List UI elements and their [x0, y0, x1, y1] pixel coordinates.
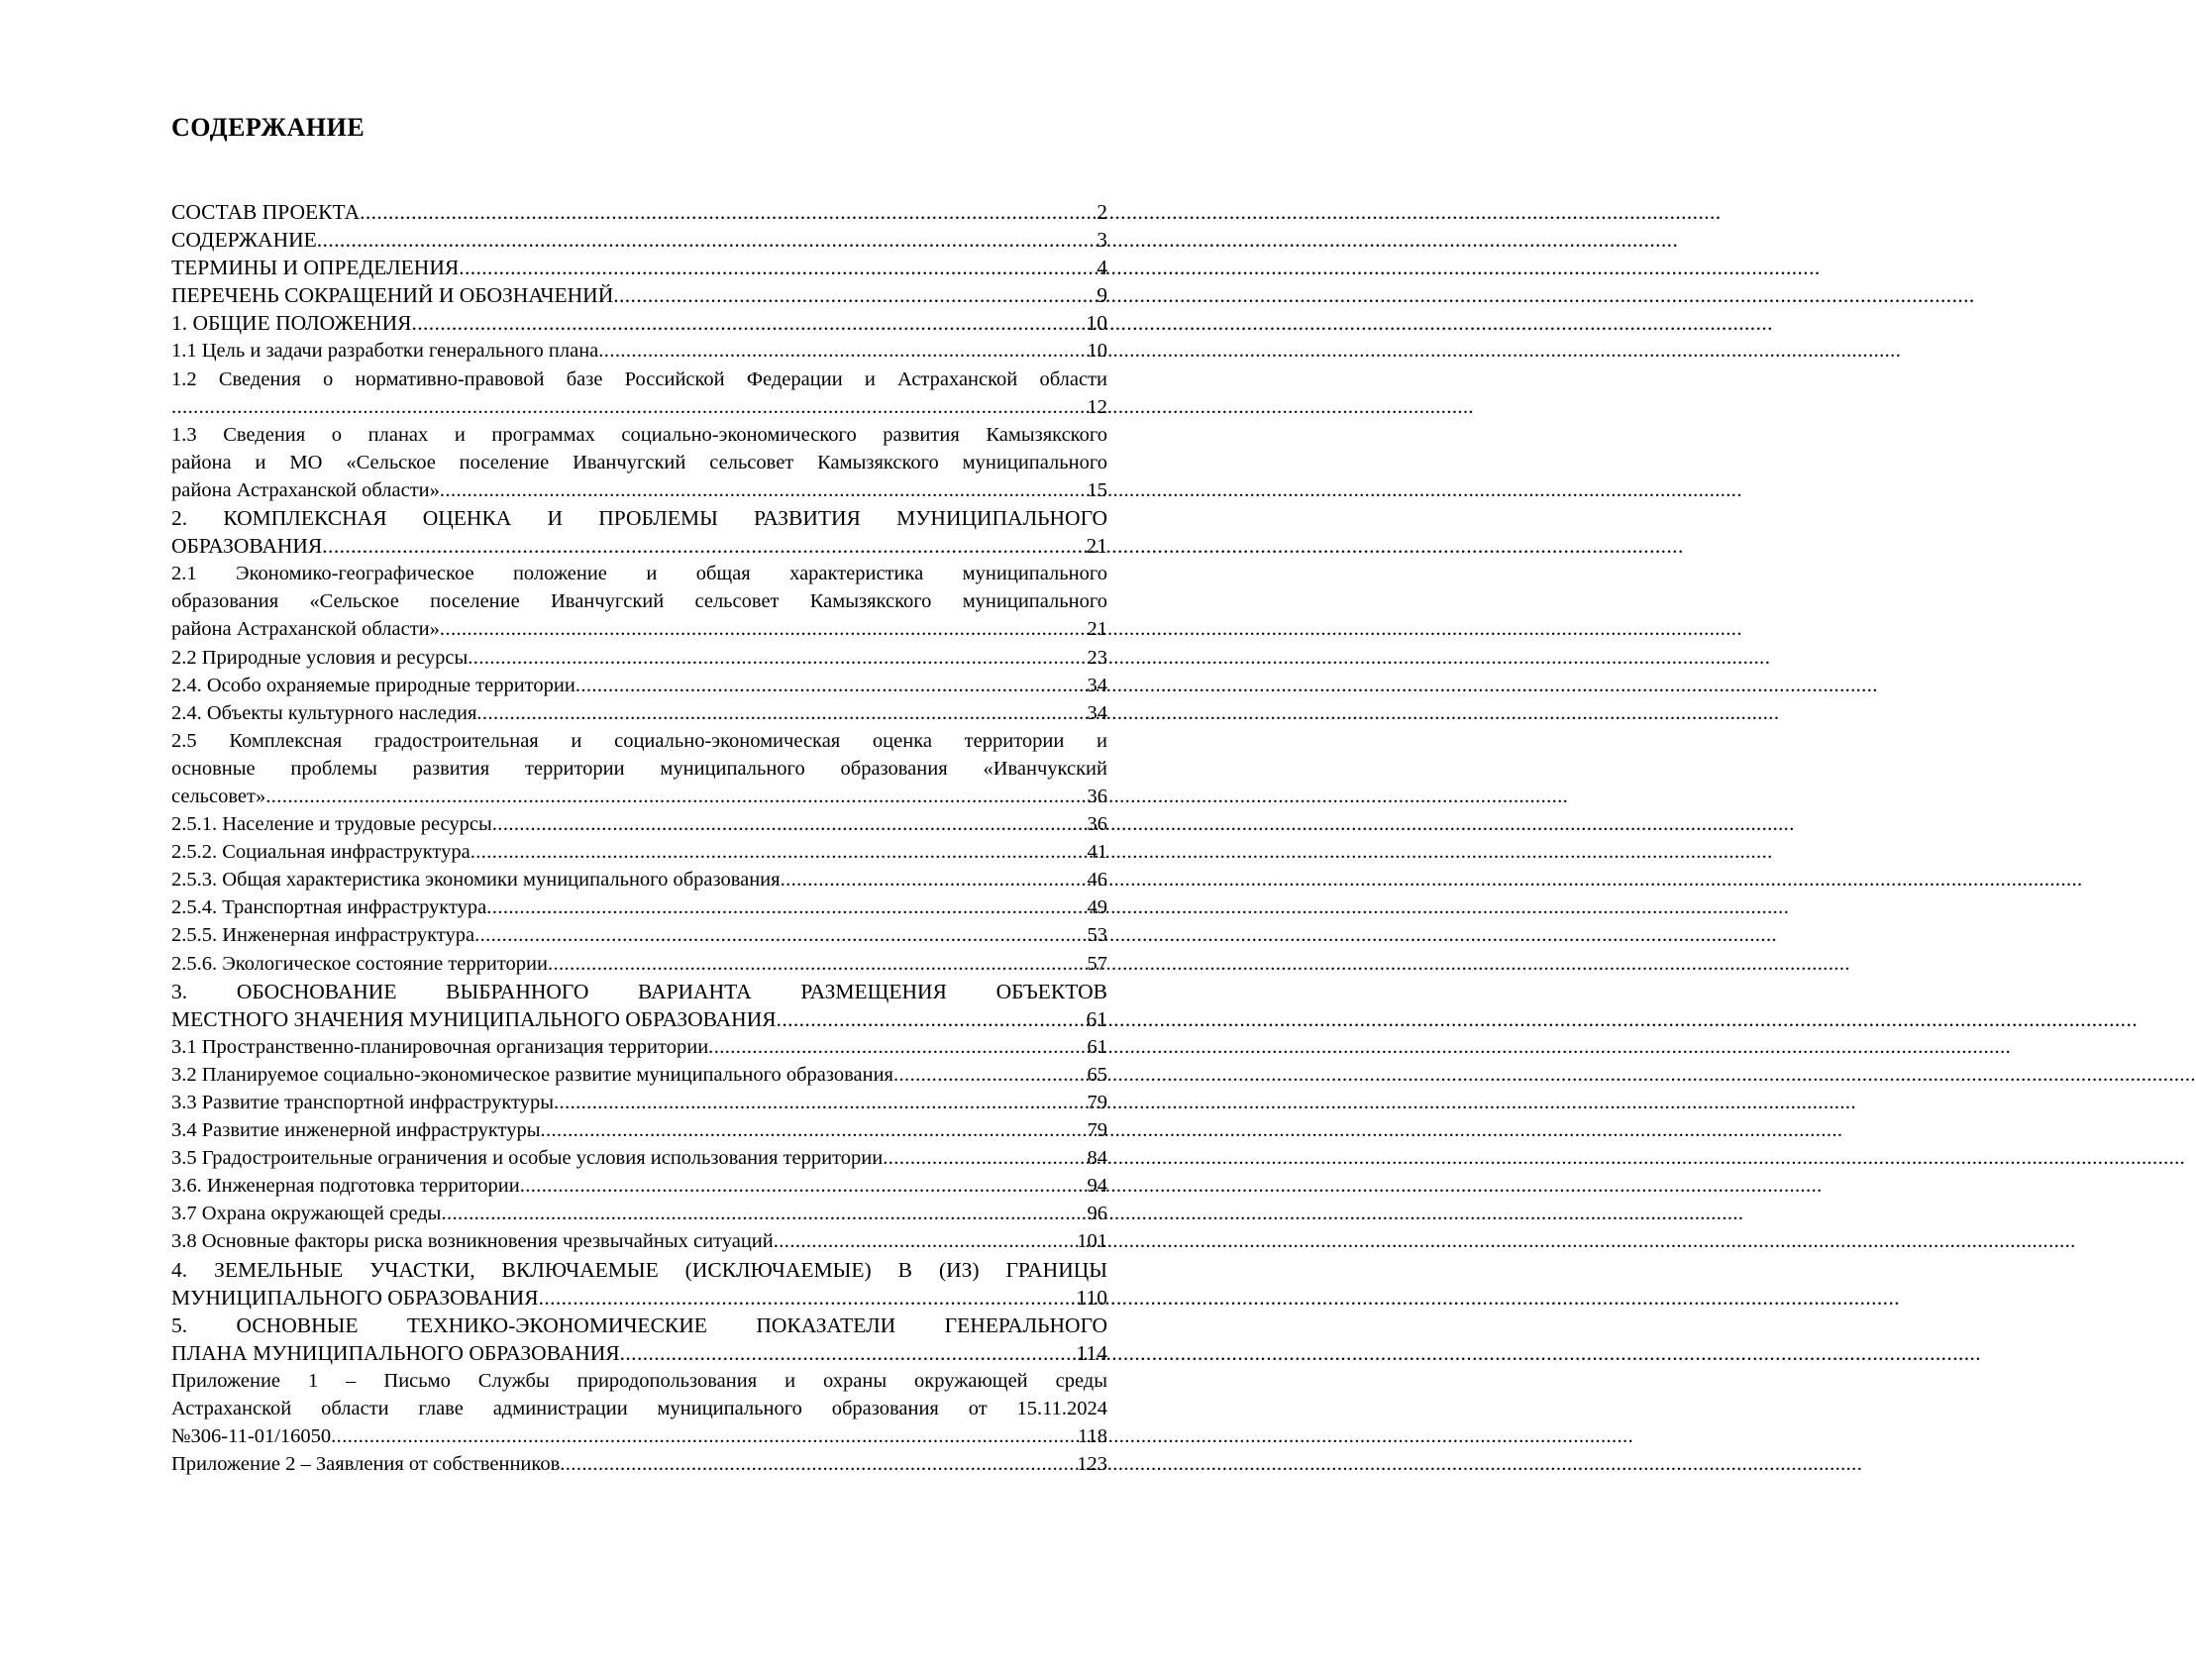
toc-entry[interactable] [171, 1033, 1107, 1061]
toc-entry[interactable] [171, 699, 1107, 727]
toc-dot-leader [265, 783, 1087, 810]
toc-entry-final-line [171, 1116, 1107, 1144]
toc-page-number: 110 [1076, 1285, 1107, 1310]
toc-entry-title: ПЛАНА МУНИЦИПАЛЬНОГО ОБРАЗОВАНИЯ [171, 1340, 620, 1365]
toc-entry-title: 2.4. Объекты культурного наследия [171, 701, 477, 724]
toc-entry-final-line [171, 921, 1107, 949]
toc-entry-final-line [171, 644, 1107, 672]
toc-entry-final-line [171, 1200, 1107, 1227]
toc-entry-title: СОСТАВ ПРОЕКТА [171, 200, 361, 224]
toc-dot-leader [411, 309, 1086, 337]
toc-entry[interactable] [171, 226, 1107, 254]
toc-page-number: 34 [1087, 674, 1107, 696]
toc-dot-leader [539, 1284, 1077, 1312]
toc-entry-title: 3.4 Развитие инженерной инфраструктуры [171, 1119, 541, 1142]
toc-entry[interactable] [171, 810, 1107, 838]
toc-entry-title: 1. ОБЩИЕ ПОЛОЖЕНИЯ [171, 311, 412, 336]
toc-entry-final-line [171, 393, 1107, 421]
toc-entry-title: 3.1 Пространственно-планировочная организация территории [171, 1035, 709, 1058]
toc-entry[interactable] [171, 921, 1107, 949]
toc-page-number: 49 [1087, 896, 1107, 919]
toc-page-number: 79 [1087, 1092, 1107, 1113]
toc-entry-title: 3.2 Планируемое социально-экономическое развитие муниципального образования [171, 1063, 893, 1086]
toc-dot-leader [893, 1061, 1088, 1089]
toc-entry-title: №306-11-01/16050 [171, 1425, 332, 1448]
toc-entry[interactable] [171, 254, 1107, 281]
toc-entry-text-line: Астраханской области главе администрации муниципального образования от 15.11.2024 [171, 1398, 1107, 1420]
toc-dot-leader [708, 1033, 1087, 1061]
toc-page-number: 114 [1076, 1340, 1107, 1365]
toc-dot-leader [777, 1005, 1087, 1033]
toc-entry[interactable] [171, 1172, 1107, 1200]
toc-entry-final-line [171, 950, 1107, 978]
toc-page-number: 10 [1086, 311, 1107, 336]
toc-entry[interactable] [171, 421, 1107, 504]
toc-entry-final-line [171, 893, 1107, 921]
toc-page-number: 84 [1087, 1147, 1107, 1170]
toc-entry[interactable] [171, 838, 1107, 866]
toc-entry-title: 3.6. Инженерная подготовка территории [171, 1175, 520, 1198]
toc-page-number: 61 [1086, 1006, 1107, 1031]
toc-page-number: 15 [1087, 478, 1107, 501]
toc-page-number: 34 [1087, 701, 1107, 724]
toc-entry-final-line [171, 198, 1107, 226]
toc-page-number: 2 [1097, 200, 1107, 224]
toc-entry[interactable] [171, 1089, 1107, 1116]
toc-entry-final-line [171, 866, 1107, 893]
toc-dot-leader [613, 281, 1097, 309]
toc-entry-text-line: 1.2 Сведения о нормативно-правовой базе Российской Федерации и Астраханской области [171, 368, 1107, 390]
toc-entry-title: СОДЕРЖАНИЕ [171, 228, 317, 253]
toc-dot-leader [554, 1089, 1087, 1116]
toc-entry[interactable] [171, 1061, 1107, 1089]
toc-page-number: 21 [1086, 534, 1107, 559]
toc-dot-leader [620, 1339, 1077, 1367]
toc-dot-leader [781, 866, 1088, 893]
toc-entry-title: 2.5.5. Инженерная инфраструктура [171, 924, 475, 947]
toc-page-number: 96 [1087, 1203, 1107, 1225]
toc-dot-leader [476, 699, 1087, 727]
toc-entry[interactable] [171, 644, 1107, 672]
toc-page-number: 36 [1087, 785, 1107, 807]
toc-dot-leader [471, 838, 1088, 866]
toc-page-number: 57 [1087, 952, 1107, 975]
toc-page-number: 21 [1087, 618, 1107, 641]
toc-dot-leader [322, 532, 1086, 560]
toc-entry-final-line [171, 810, 1107, 838]
toc-entry-final-line [171, 672, 1107, 699]
toc-entry-final-line [171, 254, 1107, 281]
toc-page-number: 123 [1077, 1453, 1107, 1476]
toc-entry[interactable] [171, 198, 1107, 226]
toc-page-number: 12 [1087, 395, 1107, 418]
toc-entry-final-line [171, 309, 1107, 337]
toc-entry[interactable] [171, 1144, 1107, 1172]
toc-entry-text-line: 3. ОБОСНОВАНИЕ ВЫБРАННОГО ВАРИАНТА РАЗМЕЩЕНИЯ ОБЪЕКТОВ [171, 979, 1107, 1003]
toc-entry-title: 2.5.4. Транспортная инфраструктура [171, 896, 487, 919]
toc-entry[interactable] [171, 337, 1107, 365]
toc-entry-title: 2.5.1. Население и трудовые ресурсы [171, 813, 492, 836]
toc-entry-text-line: 5. ОСНОВНЫЕ ТЕХНИКО-ЭКОНОМИЧЕСКИЕ ПОКАЗАТЕЛИ ГЕНЕРАЛЬНОГО [171, 1312, 1107, 1337]
toc-dot-leader [520, 1172, 1088, 1200]
toc-dot-leader [468, 644, 1087, 672]
toc-entry-title: района Астраханской области» [171, 478, 440, 501]
toc-entry-text-line: основные проблемы развития территории муниципального образования «Иванчукский [171, 757, 1107, 780]
toc-entry-final-line [171, 1172, 1107, 1200]
toc-entry-title: 2.5.3. Общая характеристика экономики муниципального образования [171, 869, 781, 892]
toc-dot-leader [331, 1422, 1078, 1450]
toc-page-number: 61 [1087, 1035, 1107, 1058]
toc-page-number: 23 [1087, 646, 1107, 669]
toc-entry-final-line [171, 476, 1107, 504]
toc-dot-leader [360, 198, 1097, 226]
toc-entry-title: 1.1 Цель и задачи разработки генерального плана [171, 340, 599, 363]
toc-entry[interactable] [171, 1200, 1107, 1227]
toc-entry-final-line [171, 532, 1107, 560]
toc-entry-title: 2.5.6. Экологическое состояние территории [171, 952, 548, 975]
toc-entry[interactable] [171, 1227, 1107, 1255]
toc-entry-title: ОБРАЗОВАНИЯ [171, 534, 323, 559]
toc-entry-title: МУНИЦИПАЛЬНОГО ОБРАЗОВАНИЯ [171, 1285, 539, 1310]
toc-entry[interactable] [171, 950, 1107, 978]
toc-dot-leader [459, 254, 1097, 281]
toc-page-number: 36 [1087, 813, 1107, 836]
toc-dot-leader [440, 615, 1088, 643]
toc-page-number: 41 [1087, 841, 1107, 864]
toc-entry-title: МЕСТНОГО ЗНАЧЕНИЯ МУНИЦИПАЛЬНОГО ОБРАЗОВАНИЯ [171, 1006, 777, 1031]
toc-entry-title: ТЕРМИНЫ И ОПРЕДЕЛЕНИЯ [171, 256, 460, 280]
toc-entry-final-line [171, 699, 1107, 727]
toc-page-number: 4 [1097, 256, 1107, 280]
toc-entry-text-line: района и МО «Сельское поселение Иванчугский сельсовет Камызякского муниципального [171, 451, 1107, 473]
toc-entry-text-line: образования «Сельское поселение Иванчугский сельсовет Камызякского муниципального [171, 590, 1107, 613]
toc-entry-final-line [171, 1339, 1107, 1367]
toc-entry-final-line [171, 1089, 1107, 1116]
toc-entry-final-line [171, 838, 1107, 866]
toc-dot-leader [540, 1116, 1087, 1144]
toc-entry-final-line [171, 615, 1107, 643]
toc-entry-title: Приложение 2 – Заявления от собственников [171, 1453, 561, 1476]
toc-entry[interactable] [171, 366, 1107, 421]
toc-dot-leader [171, 393, 1088, 421]
toc-entry-text-line: 2.5 Комплексная градостроительная и социально-экономическая оценка территории и [171, 729, 1107, 752]
toc-entry-final-line [171, 1033, 1107, 1061]
toc-dot-leader [560, 1450, 1077, 1478]
toc-dot-leader [440, 476, 1088, 504]
toc-entry-final-line [171, 1227, 1107, 1255]
toc-entry-final-line [171, 1005, 1107, 1033]
toc-entry[interactable] [171, 309, 1107, 337]
toc-entry-text-line: 4. ЗЕМЕЛЬНЫЕ УЧАСТКИ, ВКЛЮЧАЕМЫЕ (ИСКЛЮЧАЕМЫЕ) В (ИЗ) ГРАНИЦЫ [171, 1257, 1107, 1282]
toc-dot-leader [575, 672, 1088, 699]
toc-entry[interactable] [171, 1256, 1107, 1312]
toc-entry-title: 2.2 Природные условия и ресурсы [171, 646, 469, 669]
toc-dot-leader [492, 810, 1088, 838]
toc-page-number: 9 [1097, 283, 1107, 308]
toc-entry-final-line [171, 1144, 1107, 1172]
toc-page-number: 46 [1087, 869, 1107, 892]
toc-page-number: 94 [1087, 1175, 1107, 1198]
toc-entry-final-line [171, 1422, 1107, 1450]
toc-entry-title: 3.8 Основные факторы риска возникновения чрезвычайных ситуаций [171, 1230, 774, 1253]
toc-entry[interactable] [171, 1312, 1107, 1367]
toc-dot-leader [317, 226, 1097, 254]
toc-entry-final-line [171, 1450, 1107, 1478]
toc-entry-title: сельсовет» [171, 785, 266, 807]
toc-page-number: 3 [1097, 228, 1107, 253]
toc-entry-final-line [171, 281, 1107, 309]
toc-dot-leader [548, 950, 1088, 978]
toc-entry[interactable] [171, 1116, 1107, 1144]
toc-dot-leader [883, 1144, 1087, 1172]
toc-page-number: 10 [1087, 340, 1107, 363]
toc-entry-final-line [171, 783, 1107, 810]
toc-entry[interactable] [171, 1450, 1107, 1478]
toc-entry-text-line: 1.3 Сведения о планах и программах социально-экономического развития Камызякского [171, 423, 1107, 446]
toc-entry-title: 3.3 Развитие транспортной инфраструктуры [171, 1092, 555, 1113]
toc-dot-leader [441, 1200, 1087, 1227]
toc-entry-title: района Астраханской области» [171, 618, 440, 641]
toc-entry-title: 2.5.2. Социальная инфраструктура [171, 841, 471, 864]
toc-entry[interactable] [171, 504, 1107, 560]
toc-page-number: 53 [1087, 924, 1107, 947]
toc-entry[interactable] [171, 560, 1107, 643]
toc-entry[interactable] [171, 893, 1107, 921]
toc-entry-text-line: 2. КОМПЛЕКСНАЯ ОЦЕНКА И ПРОБЛЕМЫ РАЗВИТИЯ МУНИЦИПАЛЬНОГО [171, 506, 1107, 531]
toc-page-number: 118 [1078, 1425, 1107, 1448]
toc-entry-final-line [171, 337, 1107, 365]
toc-dot-leader [486, 893, 1087, 921]
toc-entry-title: ПЕРЕЧЕНЬ СОКРАЩЕНИЙ И ОБОЗНАЧЕНИЙ [171, 283, 614, 308]
toc-entry[interactable] [171, 727, 1107, 810]
toc-entry[interactable] [171, 866, 1107, 893]
toc-page-number: 101 [1077, 1230, 1107, 1253]
toc-entry-title: 3.5 Градостроительные ограничения и особые условия использования территории [171, 1147, 884, 1170]
toc-page-number: 65 [1087, 1063, 1107, 1086]
toc-entry-title: 2.4. Особо охраняемые природные территории [171, 674, 575, 696]
toc-entry[interactable] [171, 672, 1107, 699]
page-title: СОДЕРЖАНИЕ [171, 113, 366, 142]
toc-entry[interactable] [171, 1367, 1107, 1450]
toc-entry-text-line: Приложение 1 – Письмо Службы природопользования и охраны окружающей среды [171, 1369, 1107, 1392]
toc-entry[interactable] [171, 978, 1107, 1033]
toc-dot-leader [774, 1227, 1078, 1255]
toc-entry-title: 3.7 Охрана окружающей среды [171, 1203, 442, 1225]
toc-entry-final-line [171, 1061, 1107, 1089]
toc-entry[interactable] [171, 281, 1107, 309]
toc-dot-leader [474, 921, 1087, 949]
toc-dot-leader [598, 337, 1087, 365]
table-of-contents [171, 198, 1107, 1478]
toc-entry-text-line: 2.1 Экономико-географическое положение и общая характеристика муниципального [171, 563, 1107, 585]
toc-entry-final-line [171, 1284, 1107, 1312]
toc-page-number: 79 [1087, 1119, 1107, 1142]
toc-entry-final-line [171, 226, 1107, 254]
